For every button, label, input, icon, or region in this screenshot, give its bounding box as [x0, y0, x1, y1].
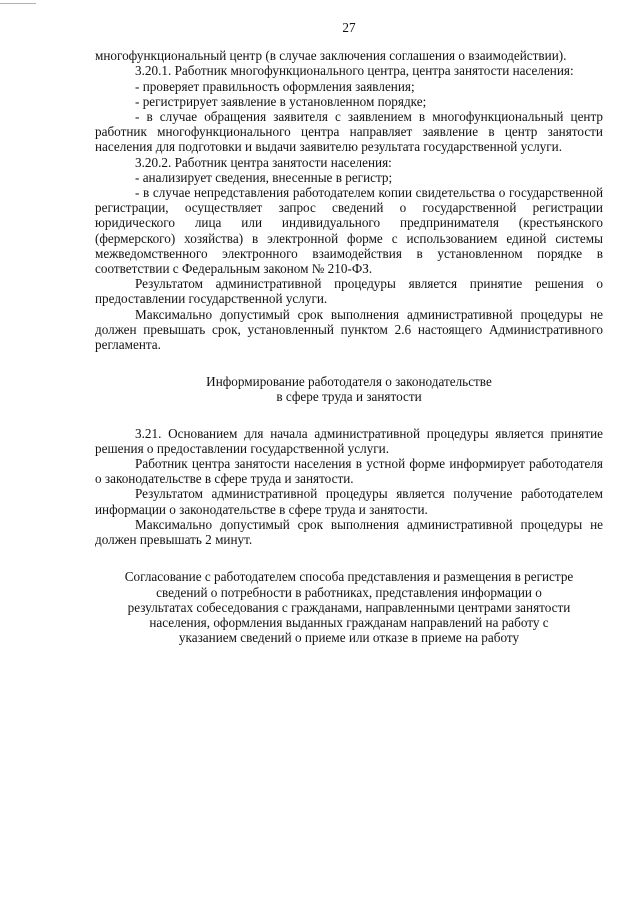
paragraph: Результатом административной процедуры является получение работодателем информации о законодательстве в сфере труда и занятости.	[95, 486, 603, 517]
paragraph: 3.20.2. Работник центра занятости населения:	[135, 154, 392, 170]
section-3-20	[95, 48, 603, 352]
paragraph: Результатом административной процедуры является принятие решения о предоставлении государственной услуги.	[95, 276, 603, 307]
paragraph: Максимально допустимый срок выполнения административной процедуры не должен превышать 2 минут.	[95, 516, 603, 548]
heading-line: указанием сведений о приеме или отказе в приеме на работу	[178, 630, 520, 646]
paragraph: - регистрирует заявление в установленном порядке;	[135, 93, 427, 109]
heading-line: результатах собеседования с гражданами, направленными центрами занятости	[127, 599, 571, 615]
paragraph: - анализирует сведения, внесенные в регистр;	[135, 169, 393, 185]
scan-corner-mark	[0, 0, 36, 4]
heading-line: населения, оформления выданных гражданам направлений на работу с	[149, 614, 549, 630]
section-3-21	[95, 426, 603, 548]
paragraph: - в случае обращения заявителя с заявлением в многофункциональный центр работник многофункционального центра направляет заявление в центр занятости населения для подготовки и выдачи заявителю результата государственной услуги.	[95, 109, 603, 155]
paragraph: многофункциональный центр (в случае заключения соглашения о взаимодействии).	[95, 48, 567, 64]
paragraph: 3.21. Основанием для начала административной процедуры является принятие решения о предоставлении государственной услуги.	[95, 425, 603, 456]
page-number: 27	[342, 20, 356, 35]
heading-line: Информирование работодателя о законодательстве	[206, 374, 492, 390]
heading-line: Согласование с работодателем способа представления и размещения в регистре	[124, 569, 574, 585]
heading-line: сведений о потребности в работниках, представления информации о	[156, 584, 542, 600]
document-page	[95, 20, 603, 645]
paragraph: - проверяет правильность оформления заявления;	[135, 78, 415, 94]
section-heading-agreement	[95, 569, 603, 645]
paragraph: Работник центра занятости населения в устной форме информирует работодателя о законодательстве в сфере труда и занятости.	[95, 456, 603, 487]
paragraph: - в случае непредставления работодателем копии свидетельства о государственной регистрации, осуществляет запрос сведений о государственной регистрации юридического лица или индивидуального предпринимателя (крестьянского (фермерского) хозяйства) в электронной форме с использованием единой системы межведомственного электронного взаимодействия в установленном порядке в соответствии с Федеральным законом № 210-ФЗ.	[95, 185, 603, 277]
section-heading-informing	[95, 374, 603, 404]
paragraph: 3.20.1. Работник многофункционального центра, центра занятости населения:	[135, 63, 574, 79]
paragraph: Максимально допустимый срок выполнения административной процедуры не должен превышать срок, установленный пунктом 2.6 настоящего Административного регламента.	[95, 306, 603, 353]
heading-line: в сфере труда и занятости	[276, 389, 422, 405]
